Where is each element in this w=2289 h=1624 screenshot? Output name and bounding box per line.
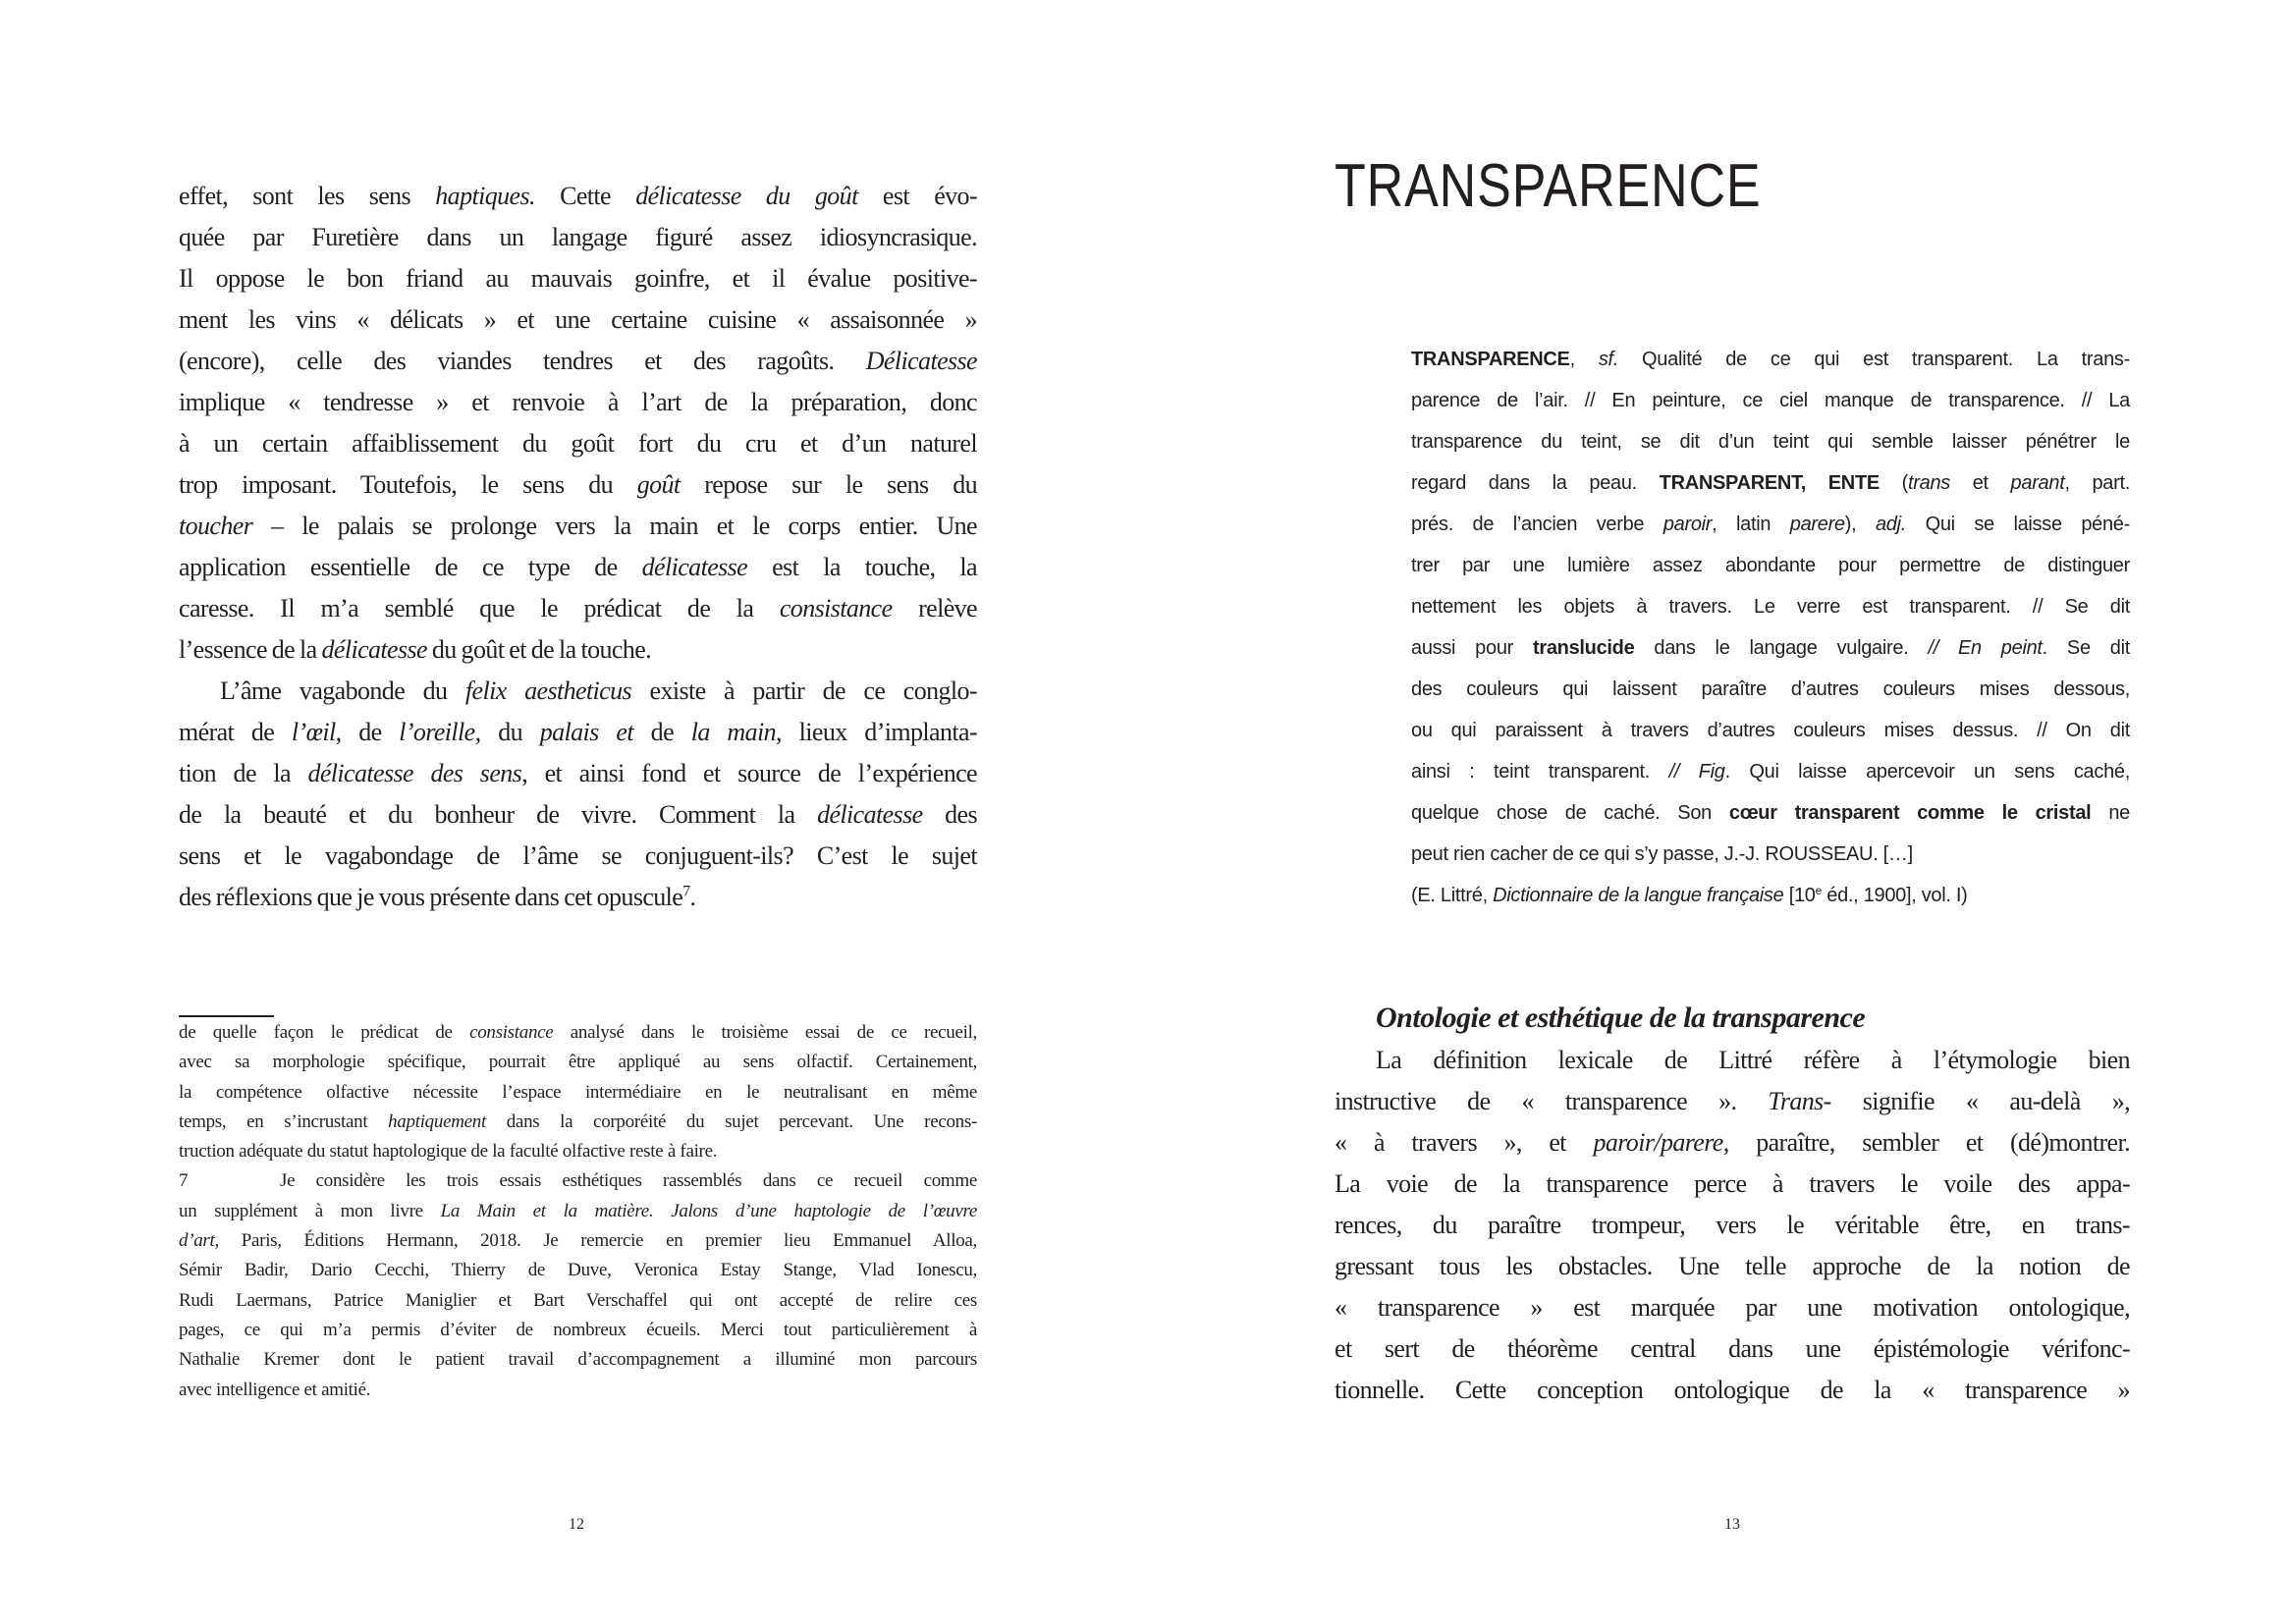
italic-text: toucher	[179, 512, 253, 540]
text-line: de la beauté et du bonheur de vivre. Comment la délicatesse des	[179, 800, 977, 829]
body-text	[1335, 1040, 2130, 1411]
paragraph	[179, 671, 977, 918]
page-number: 12	[569, 1516, 584, 1533]
text-line: tionnelle. Cette conception ontologique de la « transparence »	[1335, 1376, 2130, 1404]
text-line: application essentielle de ce type de délicatesse est la touche, la	[179, 553, 977, 581]
bold-text: cœur transparent comme le cristal	[1728, 802, 2092, 824]
text-line: truction adéquate du statut haptologique de la faculté olfactive reste à faire.	[179, 1141, 718, 1163]
text-line: ainsi : teint transparent. // Fig. Qui laisse apercevoir un sens caché,	[1411, 761, 2130, 783]
italic-text: consistance	[469, 1022, 554, 1043]
dictionary-entry-quote	[1411, 339, 2130, 916]
text-line: (E. Littré, Dictionnaire de la langue française [10e éd., 1900], vol. I)	[1411, 883, 1968, 906]
page-number: 13	[1724, 1516, 1740, 1533]
text-line: et sert de théorème central dans une épistémologie vérifonc-	[1335, 1334, 2130, 1363]
text-line: effet, sont les sens haptiques. Cette délicatesse du goût est évo-	[179, 182, 977, 210]
text-line: la compétence olfactive nécessite l’espace intermédiaire en le neutralisant en même	[179, 1081, 977, 1103]
text-line: La voie de la transparence perce à travers le voile des appa-	[1335, 1169, 2130, 1198]
text-line: rences, du paraître trompeur, vers le véritable être, en trans-	[1335, 1211, 2130, 1239]
text-line: avec sa morphologie spécifique, pourrait être appliqué au sens olfactif. Certainement,	[179, 1052, 977, 1073]
bold-text: TRANSPARENCE	[1411, 349, 1570, 370]
italic-text: Délicatesse	[865, 347, 977, 375]
text-line: prés. de l’ancien verbe paroir, latin parere), adj. Qui se laisse péné-	[1411, 514, 2130, 535]
text-line: tion de la délicatesse des sens, et ainsi fond et source de l’expérience	[179, 759, 977, 787]
italic-text: consistance	[779, 594, 893, 623]
text-line: temps, en s’incrustant haptiquement dans la corporéité du sujet percevant. Une recons-	[179, 1110, 977, 1132]
text-line: d’art, Paris, Éditions Hermann, 2018. Je remercie en premier lieu Emmanuel Alloa,	[179, 1230, 977, 1252]
footnotes	[179, 1018, 977, 1405]
text-line: quée par Furetière dans un langage figuré assez idiosyncrasique.	[179, 223, 977, 251]
body-text	[179, 176, 977, 918]
text-line: parence de l’air. // En peinture, ce ciel manque de transparence. // La	[1411, 390, 2130, 411]
paragraph	[1335, 1040, 2130, 1411]
italic-text: Dictionnaire de la langue française	[1493, 885, 1784, 906]
text-line: L’âme vagabonde du felix aestheticus existe à partir de ce conglo-	[220, 677, 977, 705]
text-line: trer par une lumière assez abondante pour permettre de distinguer	[1411, 555, 2130, 576]
bold-text: TRANSPARENT, ENTE	[1659, 472, 1880, 494]
italic-text: délicatesse	[321, 635, 427, 664]
text-line: TRANSPARENCE, sf. Qualité de ce qui est transparent. La trans-	[1411, 349, 2130, 370]
text-line: aussi pour translucide dans le langage vulgaire. // En peint. Se dit	[1411, 637, 2130, 659]
text-line: 7 Je considère les trois essais esthétiques rassemblés dans ce recueil comme	[179, 1166, 977, 1196]
text-line: l’essence de la délicatesse du goût et de la touche.	[179, 635, 652, 664]
text-line: quelque chose de caché. Son cœur transparent comme le cristal ne	[1411, 802, 2130, 824]
text-line: gressant tous les obstacles. Une telle approche de la notion de	[1335, 1252, 2130, 1280]
italic-text: La Main et la matière. Jalons d’une haptologie de l’œuvre	[440, 1200, 978, 1221]
italic-text: // En peint	[1928, 637, 2043, 659]
paragraph	[179, 1018, 977, 1166]
italic-text: paroir	[1662, 514, 1713, 535]
text-line: de quelle façon le prédicat de consistance analysé dans le troisième essai de ce recueil,	[179, 1022, 977, 1043]
italic-text: adj.	[1875, 514, 1906, 535]
text-line: instructive de « transparence ». Trans- signifie « au-delà »,	[1335, 1087, 2130, 1115]
chapter-title: TRANSPARENCE	[1335, 152, 1762, 220]
paragraph	[1411, 339, 2130, 875]
text-line: avec intelligence et amitié.	[179, 1379, 371, 1400]
paragraph	[1411, 875, 2130, 916]
text-line: Il oppose le bon friand au mauvais goinfre, et il évalue positive-	[179, 264, 977, 293]
text-line: mérat de l’œil, de l’oreille, du palais et de la main, lieux d’implanta-	[179, 718, 978, 746]
italic-text: délicatesse du goût	[635, 182, 858, 210]
italic-text: palais et	[539, 718, 633, 746]
text-line: Rudi Laermans, Patrice Maniglier et Bart Verschaffel qui ont accepté de relire ces	[179, 1289, 977, 1311]
italic-text: felix aestheticus	[464, 677, 632, 705]
text-line: des réflexions que je vous présente dans cet opuscule$^7$.	[179, 883, 696, 911]
bold-text: translucide	[1533, 637, 1635, 659]
text-line: pages, ce qui m’a permis d’éviter de nombreux écueils. Merci tout particulièrement à	[179, 1319, 977, 1340]
text-line: toucher – le palais se prolonge vers la main et le corps entier. Une	[179, 512, 977, 540]
footnote-number: 7	[179, 1170, 189, 1192]
text-line: nettement les objets à travers. Le verre est transparent. // Se dit	[1411, 596, 2130, 618]
left-page	[0, 0, 1144, 1624]
text-line: regard dans la peau. TRANSPARENT, ENTE (trans et parant, part.	[1411, 472, 2130, 494]
text-line: ment les vins « délicats » et une certaine cuisine « assaisonnée »	[179, 305, 977, 334]
italic-text: haptiques.	[435, 182, 535, 210]
section-heading: Ontologie et esthétique de la transparence	[1376, 1001, 1866, 1034]
italic-text: la main	[690, 718, 777, 746]
text-line: sens et le vagabondage de l’âme se conjuguent-ils? C’est le sujet	[179, 841, 977, 870]
italic-text: l’œil,	[291, 718, 342, 746]
footnote-separator	[179, 1015, 274, 1017]
italic-text: l’oreille,	[399, 718, 481, 746]
text-line: peut rien cacher de ce qui s’y passe, J.-J. ROUSSEAU. […]	[1411, 843, 1913, 865]
text-line: à un certain affaiblissement du goût fort du cru et d’un naturel	[179, 429, 977, 458]
text-line: transparence du teint, se dit d’un teint qui semble laisser pénétrer le	[1411, 431, 2130, 453]
italic-text: Trans-	[1768, 1087, 1831, 1115]
text-line: des couleurs qui laissent paraître d’autres couleurs mises dessous,	[1411, 678, 2130, 700]
text-line: caresse. Il m’a semblé que le prédicat de la consistance relève	[179, 594, 977, 623]
right-page	[1145, 0, 2289, 1624]
text-line: Nathalie Kremer dont le patient travail d’accompagnement a illuminé mon parcours	[179, 1349, 977, 1371]
italic-text: trans	[1908, 472, 1950, 494]
text-line: un supplément à mon livre La Main et la matière. Jalons d’une haptologie de l’œuvre	[179, 1200, 978, 1221]
text-line: ou qui paraissent à travers d’autres couleurs mises dessus. // On dit	[1411, 720, 2130, 741]
italic-text: délicatesse	[817, 800, 923, 829]
text-line: La définition lexicale de Littré réfère à l’étymologie bien	[1376, 1046, 2130, 1074]
text-line: trop imposant. Toutefois, le sens du goût repose sur le sens du	[179, 470, 977, 499]
italic-text: sf.	[1598, 349, 1619, 370]
italic-text: goût	[636, 470, 681, 499]
paragraph	[179, 176, 977, 671]
superscript: 7	[682, 883, 690, 900]
italic-text: paroir/parere,	[1593, 1128, 1729, 1157]
italic-text: délicatesse des sens	[307, 759, 522, 787]
text-line: Sémir Badir, Dario Cecchi, Thierry de Duve, Veronica Estay Stange, Vlad Ionescu,	[179, 1260, 977, 1281]
paragraph	[179, 1166, 977, 1404]
italic-text: // Fig	[1668, 761, 1725, 783]
text-line: « à travers », et paroir/parere, paraître, sembler et (dé)montrer.	[1335, 1128, 2130, 1157]
italic-text: parant	[2010, 472, 2065, 494]
text-line: « transparence » est marquée par une motivation ontologique,	[1335, 1293, 2130, 1322]
text-line: (encore), celle des viandes tendres et des ragoûts. Délicatesse	[179, 347, 977, 375]
italic-text: haptiquement	[388, 1110, 486, 1132]
superscript: e	[1815, 883, 1822, 897]
italic-text: parere	[1789, 514, 1845, 535]
italic-text: d’art	[179, 1230, 215, 1252]
text-line: implique « tendresse » et renvoie à l’art de la préparation, donc	[179, 388, 977, 416]
italic-text: délicatesse	[641, 553, 748, 581]
